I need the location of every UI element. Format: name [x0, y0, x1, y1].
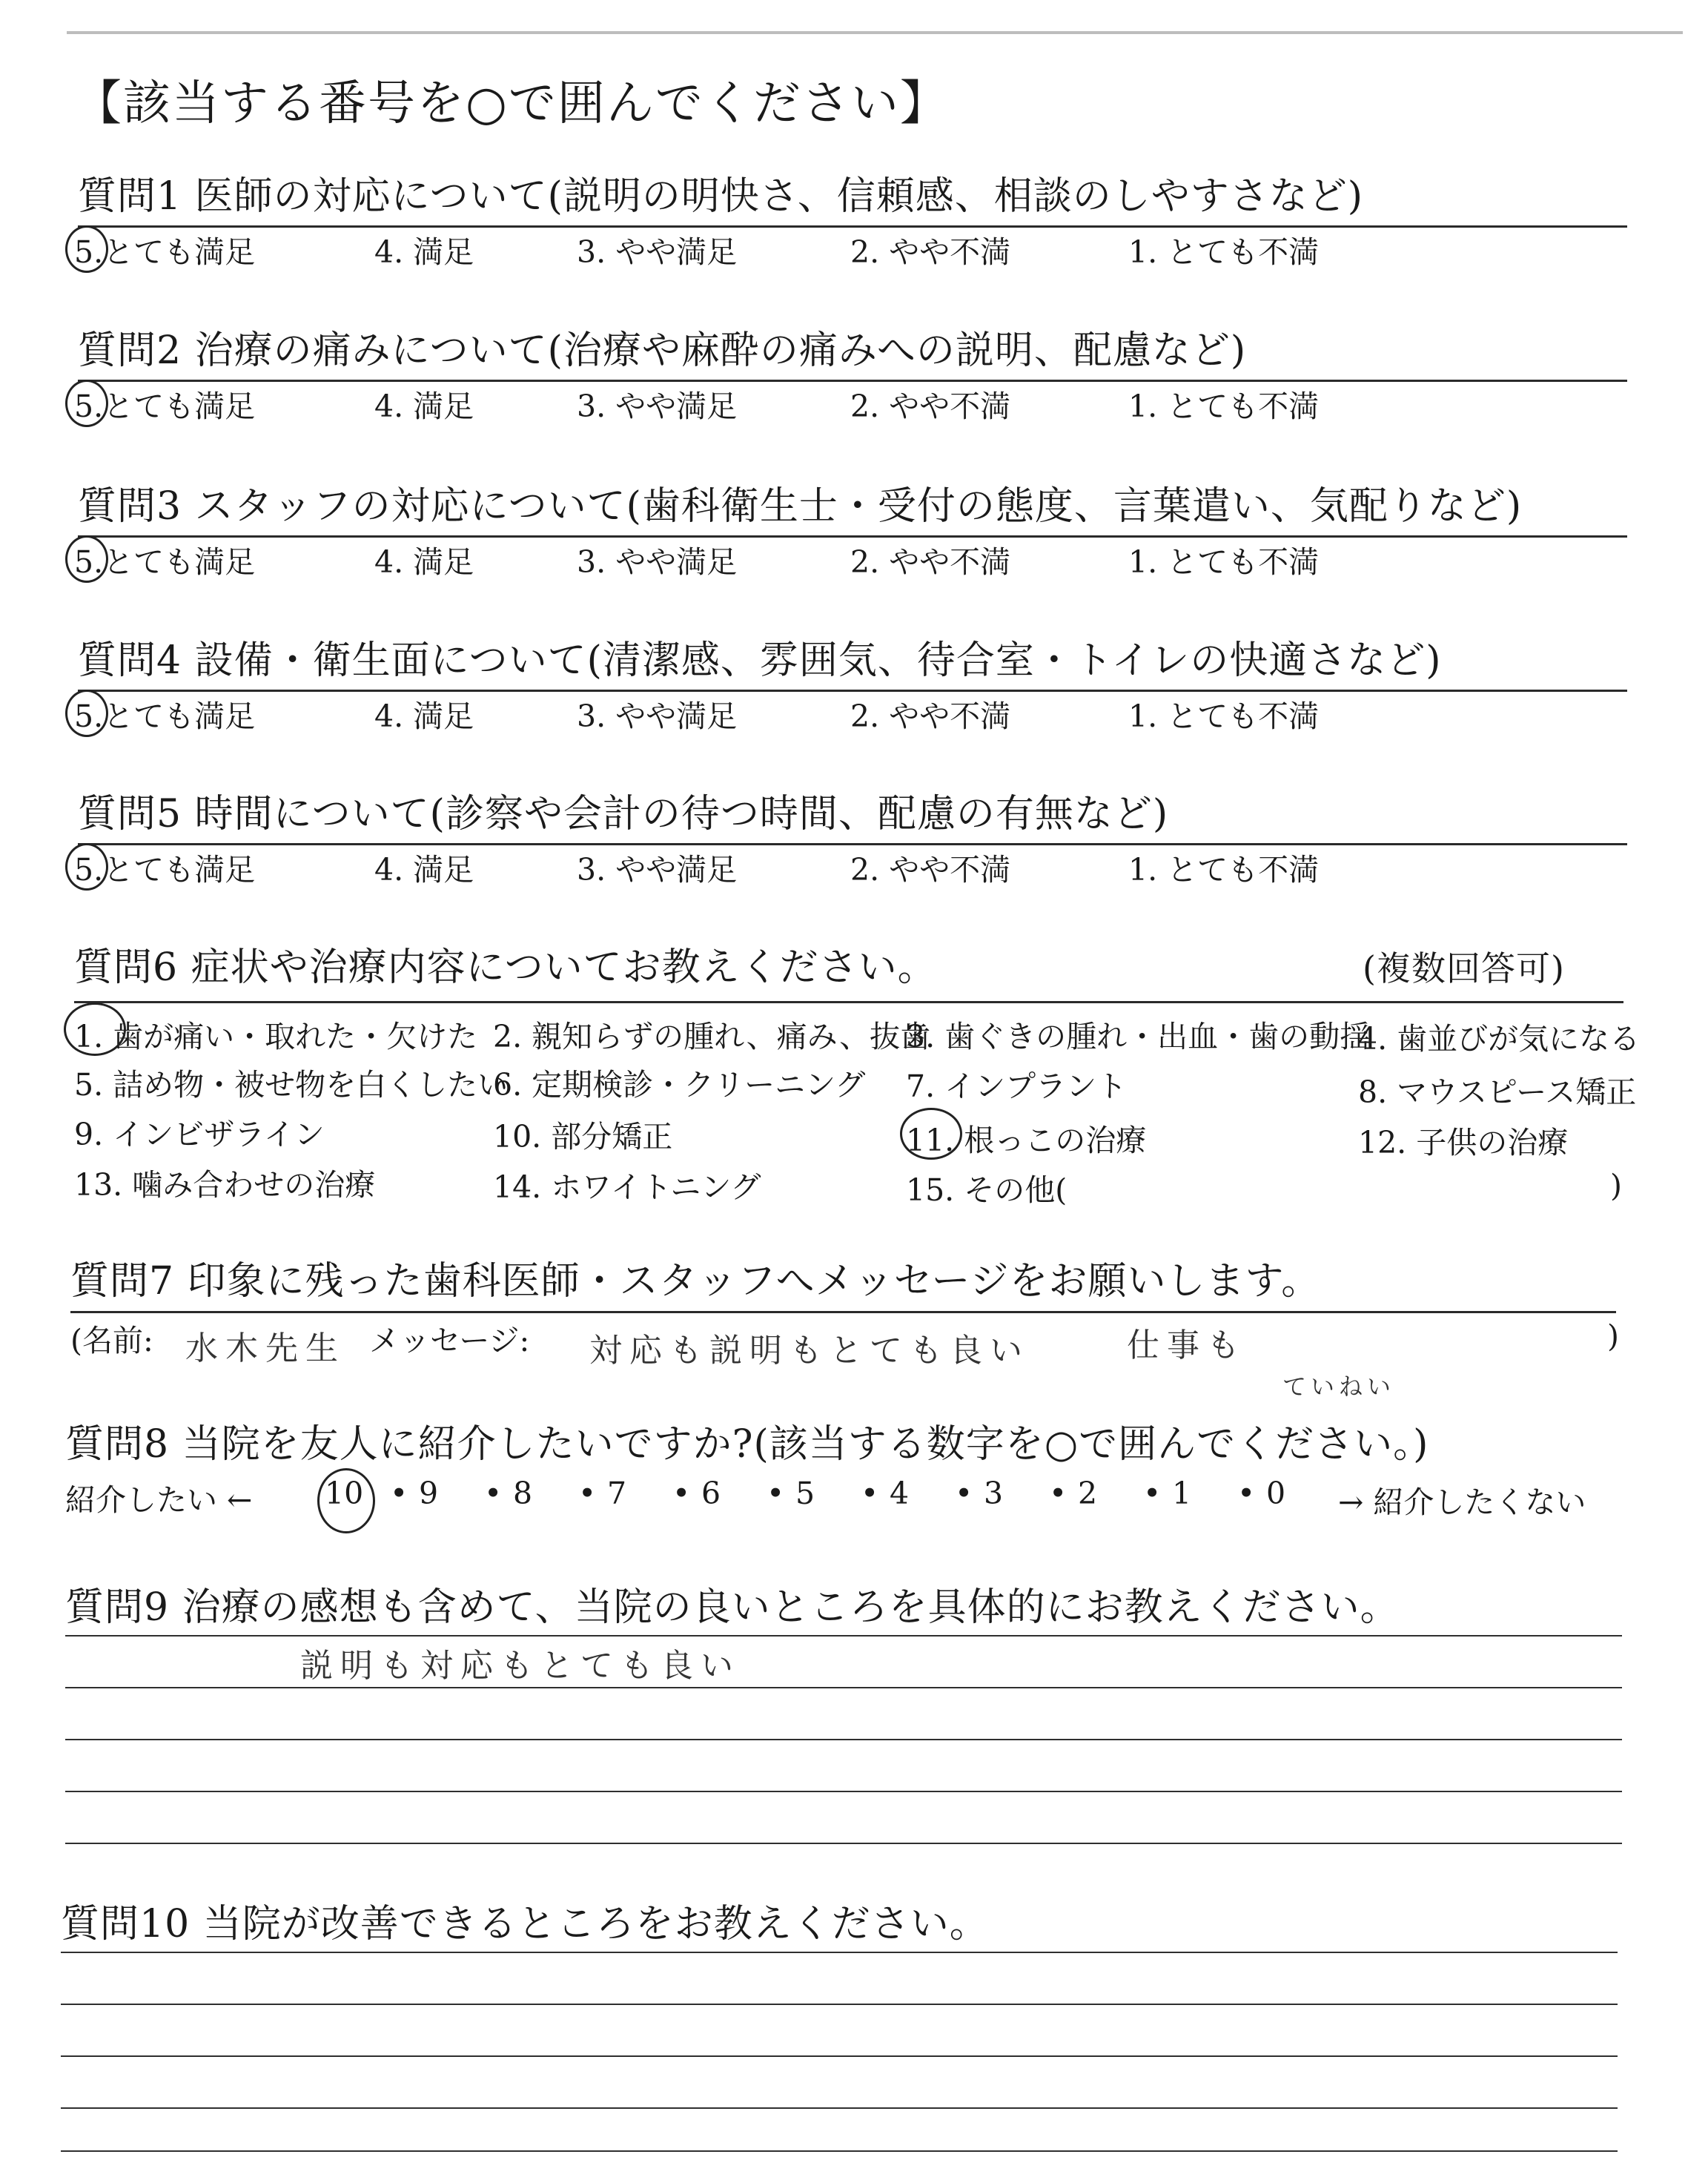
- q2-option-1[interactable]: 1. とても不満: [1128, 389, 1320, 424]
- q6-option-12[interactable]: 12. 子供の治療: [1358, 1125, 1569, 1160]
- q6-option-8[interactable]: 8. マウスピース矯正: [1358, 1074, 1637, 1110]
- q9-line-4: [65, 1791, 1622, 1792]
- q10-line-3: [61, 2055, 1618, 2057]
- q3-option-5[interactable]: 5.とても満足: [74, 544, 256, 580]
- q10-line-4: [61, 2107, 1618, 2109]
- q8-scale-1[interactable]: 1: [1172, 1476, 1192, 1511]
- q6-option-5[interactable]: 5. 詰め物・被せ物を白くしたい: [74, 1067, 509, 1103]
- q6-option-13[interactable]: 13. 噛み合わせの治療: [74, 1167, 376, 1203]
- q8-scale-separator: •: [484, 1476, 503, 1511]
- q2-circle-mark: [65, 380, 108, 427]
- q6-multiple-note: (複数回答可): [1363, 948, 1565, 988]
- q8-scale-10[interactable]: 10: [325, 1476, 364, 1511]
- q9-title: 質問9 治療の感想も含めて、当院の良いところを具体的にお教えください。: [65, 1585, 1400, 1630]
- q1-title: 質問1 医師の対応について(説明の明快さ、信頼感、相談のしやすさなど): [78, 174, 1364, 219]
- q4-option-3[interactable]: 3. やや満足: [577, 698, 738, 734]
- page-title: 【該当する番号を○で囲んでください】: [74, 76, 949, 131]
- q7-message-extra-note[interactable]: ていねい: [1282, 1373, 1396, 1401]
- q8-scale-separator: •: [861, 1476, 879, 1511]
- q6-title: 質問6 症状や治療内容についてお教えください。: [74, 945, 937, 990]
- q8-circle-mark-10: [317, 1468, 375, 1533]
- q6-circle-mark-11: [900, 1108, 962, 1160]
- q8-scale-separator: •: [1237, 1476, 1256, 1511]
- q7-message-label: メッセージ:: [369, 1323, 530, 1358]
- q8-left-label: 紹介したい ←: [65, 1482, 253, 1518]
- q6-option-4[interactable]: 4. 歯並びが気になる: [1358, 1021, 1641, 1057]
- q8-scale-3[interactable]: 3: [984, 1476, 1004, 1511]
- q6-option-15[interactable]: 15. その他(: [906, 1172, 1068, 1208]
- q8-right-label: → 紹介したくない: [1338, 1484, 1586, 1520]
- q7-close-paren: ): [1607, 1318, 1619, 1354]
- q8-scale-4[interactable]: 4: [890, 1476, 910, 1511]
- q10-line-1: [61, 1952, 1618, 1953]
- q1-option-1[interactable]: 1. とても不満: [1128, 234, 1320, 270]
- q9-answer[interactable]: 説明も対応もとても良い: [300, 1647, 741, 1685]
- q4-option-5[interactable]: 5.とても満足: [74, 698, 256, 734]
- q1-option-5[interactable]: 5.とても満足: [74, 234, 256, 270]
- q4-option-1[interactable]: 1. とても不満: [1128, 698, 1320, 734]
- q9-line-2: [65, 1687, 1622, 1688]
- q8-scale-6[interactable]: 6: [701, 1476, 721, 1511]
- q5-option-5[interactable]: 5.とても満足: [74, 852, 256, 888]
- q4-circle-mark: [65, 690, 108, 737]
- q3-option-2[interactable]: 2. やや不満: [850, 544, 1011, 580]
- q5-option-2[interactable]: 2. やや不満: [850, 852, 1011, 888]
- q4-option-2[interactable]: 2. やや不満: [850, 698, 1011, 734]
- q8-scale-7[interactable]: 7: [607, 1476, 627, 1511]
- q1-option-3[interactable]: 3. やや満足: [577, 234, 738, 270]
- q1-option-4[interactable]: 4. 満足: [374, 234, 474, 270]
- q8-scale-9[interactable]: 9: [419, 1476, 439, 1511]
- q3-circle-mark: [65, 535, 108, 583]
- q6-option-7[interactable]: 7. インプラント: [906, 1069, 1128, 1104]
- q3-title: 質問3 スタッフの対応について(歯科衛生士・受付の態度、言葉遣い、気配りなど): [78, 484, 1523, 529]
- q8-scale-separator: •: [955, 1476, 973, 1511]
- q6-option-11[interactable]: 11. 根っこの治療: [906, 1123, 1147, 1158]
- q2-title: 質問2 治療の痛みについて(治療や麻酔の痛みへの説明、配慮など): [78, 328, 1247, 373]
- q8-scale-separator: •: [390, 1476, 408, 1511]
- q9-line-3: [65, 1739, 1622, 1740]
- q5-option-1[interactable]: 1. とても不満: [1128, 852, 1320, 888]
- q1-option-2[interactable]: 2. やや不満: [850, 234, 1011, 270]
- q10-line-2: [61, 2004, 1618, 2005]
- q5-circle-mark: [65, 843, 108, 891]
- q5-option-4[interactable]: 4. 満足: [374, 852, 474, 888]
- q6-option-1[interactable]: 1. 歯が痛い・取れた・欠けた: [74, 1019, 478, 1054]
- q4-option-4[interactable]: 4. 満足: [374, 698, 474, 734]
- q8-scale-8[interactable]: 8: [513, 1476, 533, 1511]
- q8-scale-2[interactable]: 2: [1078, 1476, 1098, 1511]
- q6-option-6[interactable]: 6. 定期検診・クリーニング: [493, 1067, 866, 1103]
- q2-option-4[interactable]: 4. 満足: [374, 389, 474, 424]
- q8-title: 質問8 当院を友人に紹介したいですか?(該当する数字を○で囲んでください。): [65, 1422, 1429, 1467]
- q7-underline: [70, 1311, 1616, 1313]
- q8-scale-separator: •: [578, 1476, 597, 1511]
- q8-scale-separator: •: [1049, 1476, 1068, 1511]
- q6-option-15-close: ): [1610, 1168, 1622, 1203]
- q7-message-extra[interactable]: 仕事も: [1127, 1327, 1247, 1364]
- q6-option-10[interactable]: 10. 部分矯正: [493, 1119, 673, 1155]
- q8-scale-separator: •: [672, 1476, 691, 1511]
- q7-message-value[interactable]: 対応も説明もとても良い: [589, 1332, 1030, 1370]
- q6-circle-mark-1: [64, 1003, 126, 1056]
- q8-scale-separator: •: [1143, 1476, 1162, 1511]
- q7-name-value[interactable]: 水木先生: [185, 1330, 345, 1367]
- q2-option-3[interactable]: 3. やや満足: [577, 389, 738, 424]
- q8-scale-separator: •: [767, 1476, 785, 1511]
- q6-option-2[interactable]: 2. 親知らずの腫れ、痛み、抜歯: [493, 1019, 931, 1054]
- q6-option-3[interactable]: 3. 歯ぐきの腫れ・出血・歯の動揺: [906, 1019, 1371, 1054]
- q3-option-3[interactable]: 3. やや満足: [577, 544, 738, 580]
- q6-option-9[interactable]: 9. インビザライン: [74, 1117, 325, 1152]
- q9-line-5: [65, 1843, 1622, 1844]
- q5-title: 質問5 時間について(診察や会計の待つ時間、配慮の有無など): [78, 792, 1169, 836]
- q6-option-14[interactable]: 14. ホワイトニング: [493, 1169, 761, 1205]
- q8-scale-0[interactable]: 0: [1266, 1476, 1286, 1511]
- q2-option-5[interactable]: 5.とても満足: [74, 389, 256, 424]
- q10-title: 質問10 当院が改善できるところをお教えください。: [61, 1902, 989, 1946]
- q5-option-3[interactable]: 3. やや満足: [577, 852, 738, 888]
- q3-option-1[interactable]: 1. とても不満: [1128, 544, 1320, 580]
- q6-underline: [74, 1001, 1623, 1003]
- q7-name-label: (名前:: [70, 1323, 153, 1358]
- q3-option-4[interactable]: 4. 満足: [374, 544, 474, 580]
- top-scan-edge: [67, 31, 1683, 34]
- q4-title: 質問4 設備・衛生面について(清潔感、雰囲気、待合室・トイレの快適さなど): [78, 638, 1442, 683]
- q2-option-2[interactable]: 2. やや不満: [850, 389, 1011, 424]
- q10-line-5: [61, 2150, 1618, 2152]
- q8-scale-5[interactable]: 5: [795, 1476, 815, 1511]
- q7-title: 質問7 印象に残った歯科医師・スタッフへメッセージをお願いします。: [70, 1259, 1321, 1304]
- q1-circle-mark: [65, 225, 108, 273]
- q9-line-1: [65, 1635, 1622, 1636]
